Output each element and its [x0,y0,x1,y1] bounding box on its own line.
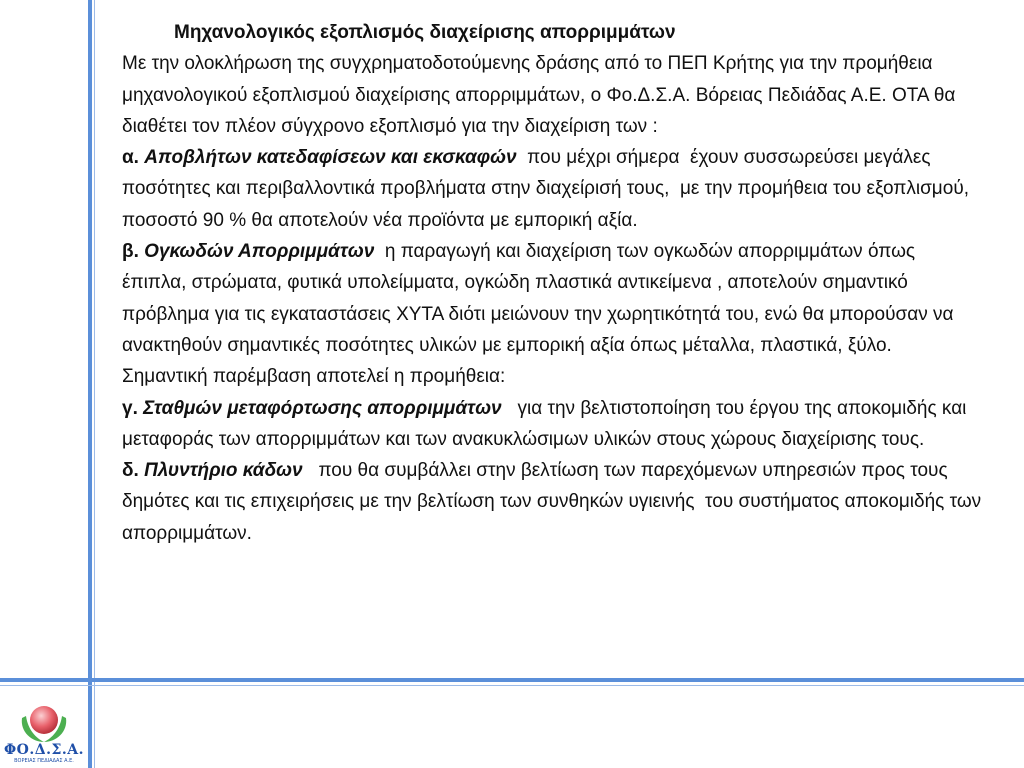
list-item-a [122,142,982,236]
item-heading: Πλυντήριο κάδων [144,460,303,482]
item-prefix: α. [122,147,139,169]
item-prefix: β. [122,241,139,263]
horizontal-divider-thin [0,685,1024,686]
logo-emblem-icon [0,700,88,746]
list-item-c [122,393,982,456]
vertical-divider-thin [94,0,95,768]
item-heading: Σταθμών μεταφόρτωσης απορριμμάτων [143,397,502,419]
list-item-b [122,236,982,361]
page-title: Μηχανολογικός εξοπλισμός διαχείρισης απορριμμάτων [174,22,676,43]
item-heading: Ογκωδών Απορριμμάτων [144,241,375,263]
intro-paragraph: Με την ολοκλήρωση της συγχρηματοδοτούμενης δράσης από το ΠΕΠ Κρήτης για την προμήθεια μηχανολογικού εξοπλισμού διαχείρισης απορριμμάτων, ο Φο.Δ.Σ.Α. Βόρειας Πεδιάδας Α.Ε. ΟΤΑ θα διαθέτει τον πλέον σύγχρονο εξοπλισμό για την διαχείριση των : [122,53,956,137]
item-prefix: γ. [122,397,138,419]
document-body [122,17,987,549]
item-heading: Αποβλήτων κατεδαφίσεων και εκσκαφών [144,147,517,169]
logo-subtitle: ΒΟΡΕΙΑΣ ΠΕΔΙΑΔΑΣ Α.Ε. [14,758,74,764]
horizontal-divider [0,678,1024,682]
logo-name: ΦΟ.Δ.Σ.Α. [3,742,84,758]
item-text: για την βελτιστοποίηση του έργου της αποκομιδής και μεταφοράς των απορριμμάτων και των ανακυκλώσιμων υλικών στους χώρους διαχείρισης τους. [122,397,972,450]
middle-paragraph: Σημαντική παρέμβαση αποτελεί η προμήθεια: [122,366,506,388]
item-prefix: δ. [122,460,139,482]
vertical-divider [88,0,92,768]
item-text: που θα συμβάλλει στην βελτίωση των παρεχόμενων υπηρεσιών προς τους δημότες και τις επιχειρήσεις με την βελτίωση των συνθηκών υγιεινής του συστήματος αποκομιδής των απορριμμάτων. [122,460,987,544]
list-item-d [122,455,987,549]
item-text: η παραγωγή και διαχείριση των ογκωδών απορριμμάτων όπως έπιπλα, στρώματα, φυτικά υπολείμματα, ογκώδη πλαστικά αντικείμενα , αποτελούν σημαντικό πρόβλημα για τις εγκαταστάσεις ΧΥΤΑ διότι μειώνουν την χωρητικότητά του, ενώ θα μπορούσαν να ανακτηθούν σημαντικές ποσότητες υλικών με εμπορική αξία όπως μέταλλα, πλαστικά, ξύλο. [122,241,959,356]
item-text: που μέχρι σήμερα έχουν συσσωρεύσει μεγάλες ποσότητες και περιβαλλοντικά προβλήματα στην διαχείρισή τους, με την προμήθεια του εξοπλισμού, ποσοστό 90 % θα αποτελούν νέα προϊόντα με εμπορική αξία. [122,147,980,231]
